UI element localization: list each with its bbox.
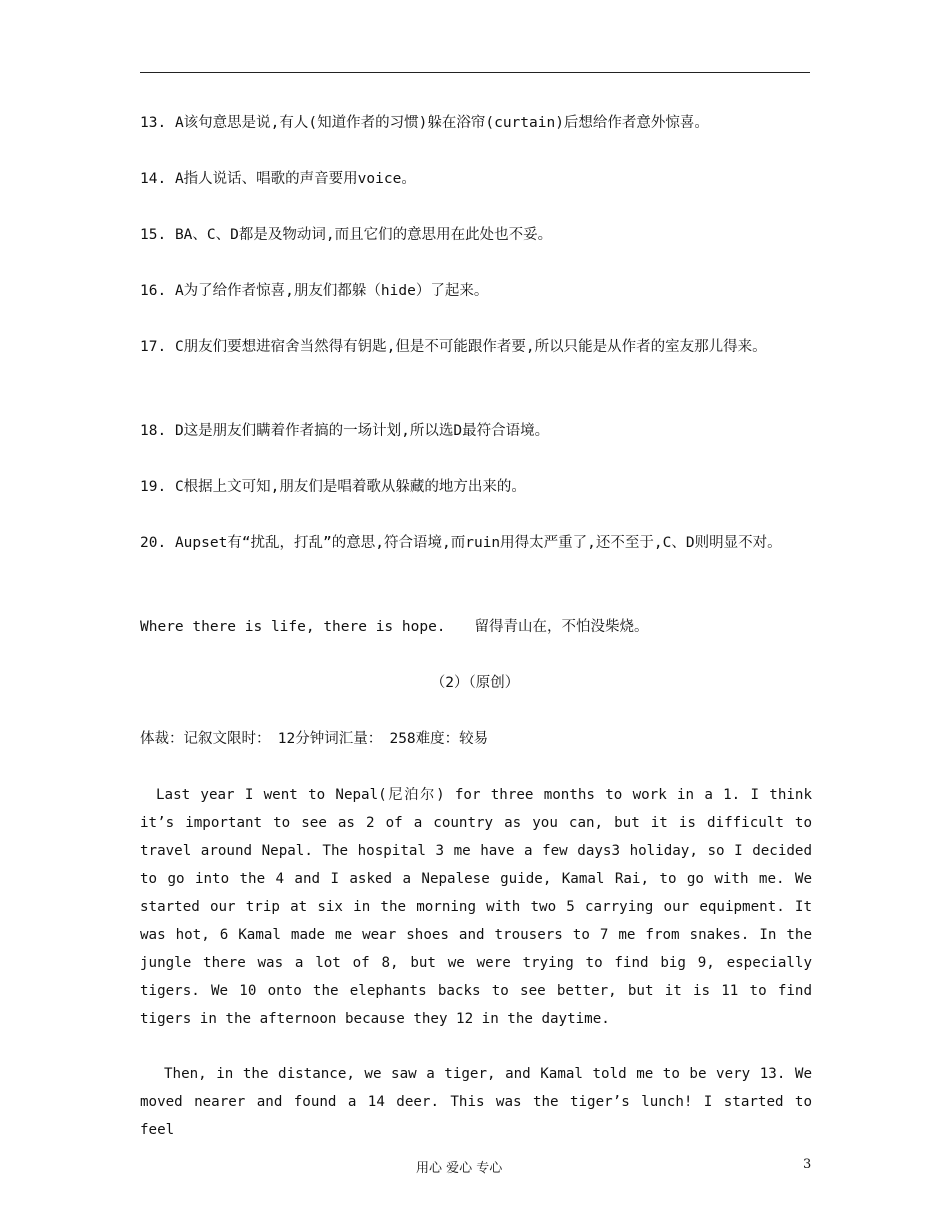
answer-20: 20. Aupset有“扰乱，打乱”的意思,符合语境,而ruin用得太严重了,还不至于,C、D则明显不对。 bbox=[140, 535, 782, 551]
passage-paragraph-2: Then, in the distance, we saw a tiger, and Kamal told me to be very 13. We moved nearer and found a 14 deer. This was the tiger’s lunch! I started to feel bbox=[140, 1066, 812, 1138]
proverb: Where there is life, there is hope. 留得青山在，不怕没柴烧。 bbox=[140, 619, 649, 635]
answer-13: 13. A该句意思是说,有人(知道作者的习惯)躲在浴帘(curtain)后想给作者意外惊喜。 bbox=[140, 115, 709, 131]
header-rule bbox=[140, 72, 810, 73]
passage-paragraph-1: Last year I went to Nepal(尼泊尔) for three months to work in a 1. I think it’s important to see as 2 of a country as you can, but it is difficult to travel around Nepal. The hospital 3 me have a few days3 holiday, so I decided to go into the 4 and I asked a Nepalese guide, Kamal Rai, to go with me. We started our trip at six in the morning with two 5 carrying our equipment. It was hot, 6 Kamal made me wear shoes and trousers to 7 me from snakes. In the jungle there was a lot of 8, but we were trying to find big 9, especially tigers. We 10 onto the elephants backs to see better, but it is 11 to find tigers in the afternoon because they 12 in the daytime. bbox=[140, 787, 812, 1027]
section-title: （2）（原创） bbox=[430, 675, 520, 691]
footer-motto: 用心 爱心 专心 bbox=[416, 1161, 503, 1176]
answer-15: 15. BA、C、D都是及物动词,而且它们的意思用在此处也不妥。 bbox=[140, 227, 553, 243]
answer-14: 14. A指人说话、唱歌的声音要用voice。 bbox=[140, 171, 416, 187]
page-number: 3 bbox=[803, 1157, 812, 1172]
answer-16: 16. A为了给作者惊喜,朋友们都躲（hide）了起来。 bbox=[140, 283, 489, 299]
passage-meta: 体裁：记叙文限时： 12分钟词汇量： 258难度：较易 bbox=[140, 731, 489, 747]
answer-18: 18. D这是朋友们瞒着作者搞的一场计划,所以选D最符合语境。 bbox=[140, 423, 550, 439]
answer-19: 19. C根据上文可知,朋友们是唱着歌从躲藏的地方出来的。 bbox=[140, 479, 526, 495]
answer-17: 17. C朋友们要想进宿舍当然得有钥匙,但是不可能跟作者要,所以只能是从作者的室友那儿得来。 bbox=[140, 339, 767, 355]
